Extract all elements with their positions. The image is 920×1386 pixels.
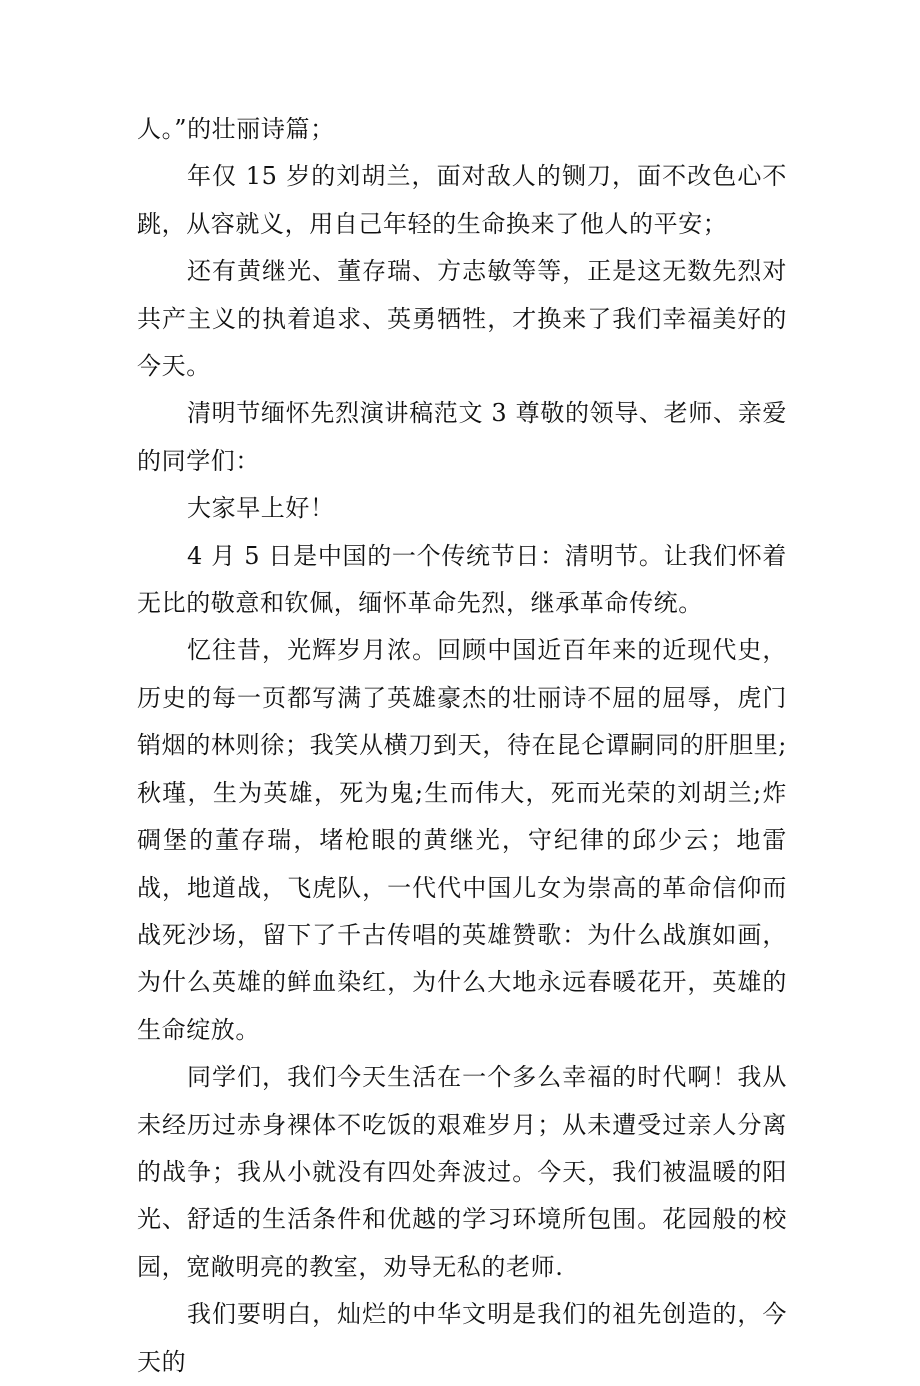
paragraph: 人。”的壮丽诗篇； — [137, 115, 335, 143]
paragraph: 忆往昔，光辉岁月浓。回顾中国近百年来的近现代史，历史的每一页都写满了英雄豪杰的壮丽诗不屈的屈辱，虎门销烟的林则徐；我笑从横刀到天，待在昆仑谭嗣同的肝胆里;秋瑾，生为英雄，死为鬼;生而伟大，死而光荣的刘胡兰;炸碉堡的董存瑞，堵枪眼的黄继光，守纪律的邱少云；地雷战，地道战，飞虎队，一代代中国儿女为崇高的革命信仰而战死沙场，留下了千古传唱的英雄赞歌：为什么战旗如画，为什么英雄的鲜血染红，为什么大地永远春暖花开，英雄的生命绽放。 — [137, 636, 787, 1044]
paragraph: 我们要明白，灿烂的中华文明是我们的祖先创造的，今天的 — [137, 1300, 787, 1376]
paragraph: 年仅 15 岁的刘胡兰，面对敌人的铡刀，面不改色心不跳，从容就义，用自己年轻的生命换来了他人的平安； — [137, 162, 787, 238]
paragraph: 同学们，我们今天生活在一个多么幸福的时代啊！我从未经历过赤身裸体不吃饭的艰难岁月；从未遭受过亲人分离的战争；我从小就没有四处奔波过。今天，我们被温暖的阳光、舒适的生活条件和优越的学习环境所包围。花园般的校园，宽敞明亮的教室，劝导无私的老师. — [137, 1063, 787, 1281]
paragraph: 大家早上好！ — [187, 494, 335, 523]
paragraph: 4 月 5 日是中国的一个传统节日：清明节。让我们怀着无比的敬意和钦佩，缅怀革命先烈，继承革命传统。 — [137, 541, 787, 618]
paragraph: 清明节缅怀先烈演讲稿范文 3 尊敬的领导、老师、亲爱的同学们： — [137, 399, 787, 475]
paragraph: 还有黄继光、董存瑞、方志敏等等，正是这无数先烈对共产主义的执着追求、英勇牺牲，才换来了我们幸福美好的今天。 — [137, 257, 787, 381]
document-body — [137, 106, 787, 1386]
